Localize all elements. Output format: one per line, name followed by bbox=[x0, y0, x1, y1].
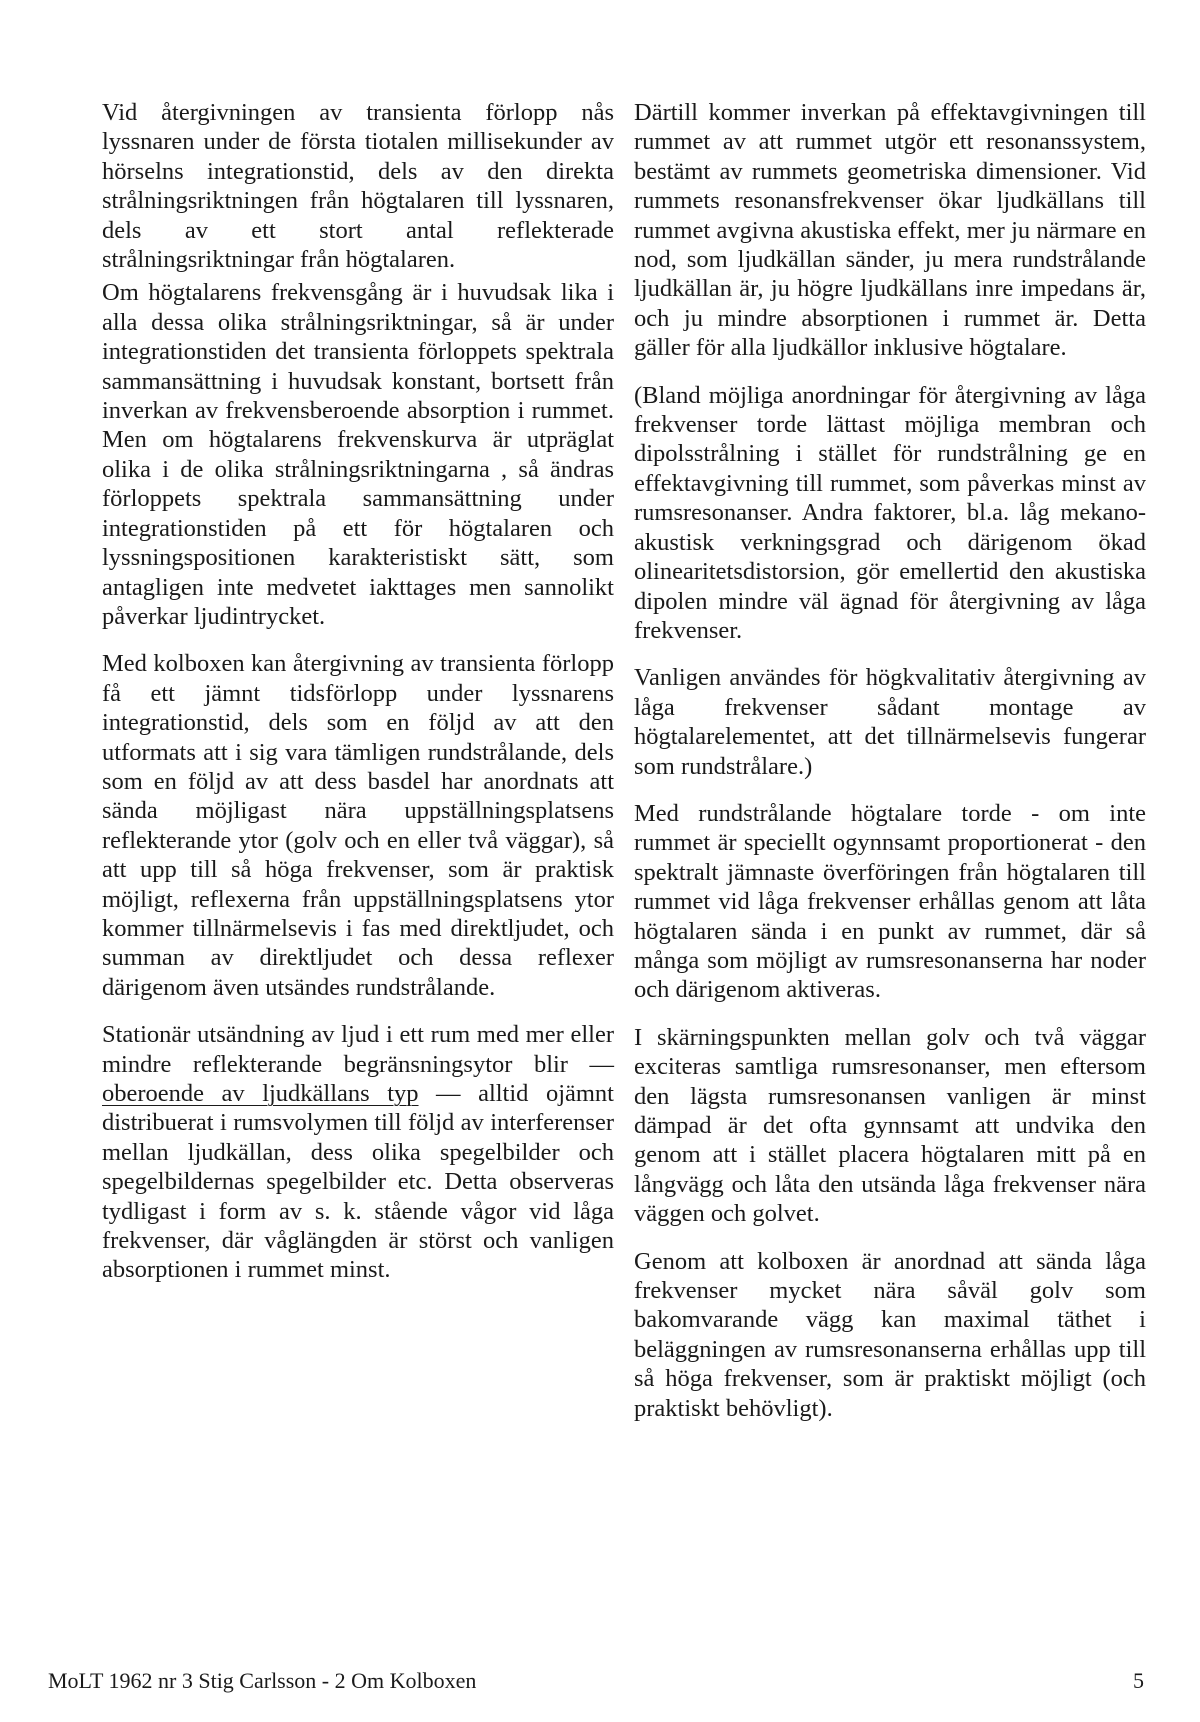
paragraph-kolboxen-placement: Genom att kolboxen är anordnad att sända låga frekvenser mycket nära såväl golv som bakomvarande vägg kan maximal täthet i beläggningen av rumsresonanserna erhållas upp till så höga frekvenser, som är praktiskt möjligt (och praktiskt behövligt). bbox=[634, 1247, 1146, 1422]
paragraph-dipole-arrangements: (Bland möjliga anordningar för återgivning av låga frekvenser torde lättast möjliga membran och dipolsstrålning i stället för rundstrålning ge en effektavgivning till rummet, som påverkas minst av rumsresonanser. Andra faktorer, bl.a. låg mekano-akustisk verkningsgrad och därigenom ökad olinearitetsdistorsion, gör emellertid den akustiska dipolen mindre väl ägnad för återgivning av låga frekvenser. bbox=[634, 381, 1146, 644]
paragraph-frequency-response: Om högtalarens frekvensgång är i huvudsak lika i alla dessa olika strålningsriktningar, så är under integrationstiden det transienta förloppets spektrala sammansättning i huvudsak konstant, bortsett från inverkan av frekvensberoende absorption i rummet. Men om högtalarens frekvenskurva är utpräglat olika i de olika strålningsriktningarna , så ändras förloppets spektrala sammansättning under integrationstiden på ett för högtalaren och lyssningspositionen karakteristiskt sätt, som antagligen inte medvetet iakttages men sannolikt påverkar ljudintrycket. bbox=[102, 279, 614, 630]
left-column bbox=[102, 98, 614, 1303]
right-column bbox=[634, 98, 1146, 1441]
paragraph-stationary-emission bbox=[102, 1020, 614, 1285]
paragraph-room-resonance: Därtill kommer inverkan på effektavgivningen till rummet av att rummet utgör ett resonanssystem, bestämt av rummets geometriska dimensioner. Vid rummets resonansfrekvenser ökar ljudkällans till rummet avgivna akustiska effekt, mer ju närmare en nod, som ljudkällan sänder, ju mera rundstrålande ljudkällan är, ju högre ljudkällans inre impedans är, och ju mindre absorptionen i rummet är. Detta gäller för alla ljudkällor inklusive högtalare. bbox=[634, 99, 1146, 362]
footer-source: MoLT 1962 nr 3 Stig Carlsson - 2 Om Kolboxen bbox=[48, 1668, 477, 1693]
paragraph-transient-reproduction: Vid återgivningen av transienta förlopp nås lyssnaren under de första tiotalen millisekunder av hörselns integrationstid, dels av den direkta strålningsriktningen från högtalaren till lyssnaren, dels av ett stort antal reflekterade strålningsriktningar från högtalaren. bbox=[102, 99, 614, 274]
paragraph-stationary-text-start: Stationär utsändning av ljud i ett rum med mer eller mindre reflekterande begränsningsytor blir — bbox=[102, 1021, 614, 1078]
underlined-phrase: oberoende av ljudkällans typ bbox=[102, 1080, 419, 1107]
paragraph-corner-placement: I skärningspunkten mellan golv och två väggar exciteras samtliga rumsresonanser, men eftersom den lägsta rumsresonansen vanligen är minst dämpad är det ofta gynnsamt att undvika den genom att i stället placera högtalaren mitt på en långvägg och låta den utsända låga frekvenser nära väggen och golvet. bbox=[634, 1023, 1146, 1228]
paragraph-kolboxen-transients: Med kolboxen kan återgivning av transienta förlopp få ett jämnt tidsförlopp under lyssnarens integrationstid, dels som en följd av att den utformats att i sig vara tämligen rundstrålande, dels som en följd av att dess basdel har anordnats att sända möjligast nära uppställningsplatsens reflekterande ytor (golv och en eller två väggar), så att upp till så höga frekvenser, som är praktisk möjligt, reflexerna från uppställningsplatsens ytor kommer tillnärmelsevis i fas med direktljudet, och summan av direktljudet och dessa reflexer därigenom även utsändes rundstrålande. bbox=[102, 650, 614, 1001]
paragraph-spectral-transfer: Med rundstrålande högtalare torde - om inte rummet är speciellt ogynnsamt proportionerat - den spektralt jämnaste överföringen från högtalaren till rummet vid låga frekvenser erhållas genom att låta högtalaren sända i en punkt av rummet, där så många som möjligt av rumsresonanserna har noder och därigenom aktiveras. bbox=[634, 799, 1146, 1004]
page-number: 5 bbox=[1133, 1668, 1144, 1693]
paragraph-stationary-text-end: — alltid ojämnt distribuerat i rumsvolymen till följd av interferenser mellan ljudkällan, dess olika spegelbilder och spegelbildernas spegelbilder etc. Detta observeras tydligast i form av s. k. stående vågor vid låga frekvenser, där våglängden är störst och vanligen absorptionen i rummet minst. bbox=[102, 1080, 614, 1284]
paragraph-omnidirectional-mounting: Vanligen användes för högkvalitativ återgivning av låga frekvenser sådant montage av högtalarelementet, att det tillnärmelsevis fungerar som rundstrålare.) bbox=[634, 664, 1146, 780]
